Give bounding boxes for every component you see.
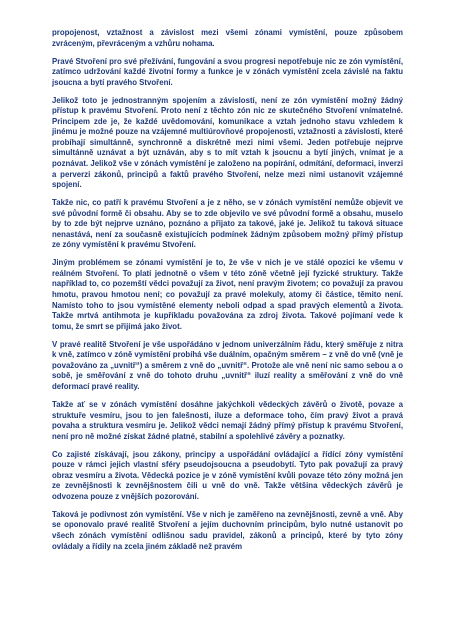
paragraph: Jiným problémem se zónami vymístění je to, že vše v nich je ve stálé opozici ke všemu v reálném Stvoření. To platí jednotně o všem v této zóně včetně její fyzické struktury. Takže například to, co pozemští vědci považují za život, není pravým životem; co považují za pravou hmotu, pravou hmotou není; co považují za pravé molekuly, atomy či částice, těmito není. Namísto toho to jsou vymístěné elementy neboli odpad a spad pravých elementů a života. Takže mrtvá antihmota je kupříkladu považována za zdroj života. Takové pojímaní vede k tomu, že smrt se přijímá jako život. [52, 258, 403, 331]
paragraph: Pravé Stvoření pro své přežívání, fungování a svou progresi nepotřebuje nic ze zón vymístění, zatímco udržování každé životní formy a funkce je v zónách vymístění zcela závislé na faktu jsoucna a bytí pravého Stvoření. [52, 56, 403, 87]
paragraph: V pravé realitě Stvoření je vše uspořádáno v jednom univerzálním řádu, který směřuje z nitra k vně, zatímco v zóně vymístění probíhá vše duálním, opačným směrem – z vně do vně (vně je považováno za „uvnitř“) a směrem z vně do „uvnitř“. Protože ale vně není nic samo sebou a o sobě, je směřování z vně do tohoto druhu „uvnitř“ iluzí reality a směřování z vně do vně deformací pravé reality. [52, 339, 403, 391]
paragraph: Co zajisté získávají, jsou zákony, principy a uspořádání ovládající a řídící zóny vymístění pouze v rámci jejich vlastní sféry pseudojsoucna a pseudobytí. Tyto pak považují za pravý obraz vesmíru a života. Vědecká pozice je v zóně vymístění kvůli povaze této zóny možná jen ze zevnějšnosti k zevnějšnostem čili u vně do vně. Takže většina vědeckých závěrů je odvozena pouze z vnějších pozorování. [52, 449, 403, 501]
paragraph: Jelikož toto je jednostranným spojením a závislostí, není ze zón vymístění možný žádný přístup k pravému Stvoření. Proto není z těchto zón nic ze skutečného Stvoření vnímatelné. Principem zde je, že každé uvědomování, komunikace a vztah jednoho stavu vzhledem k jinému je možné pouze na vzájemné multiúrovňové propojenosti, vztažnosti a závislosti, které probíhají simultánně, synchronně a diskrétně mezi nimi všemi. Jeden potřebuje nejprve simultánně uznávat a být uznáván, aby s to mít vztah k jsoucnu a bytí jiných, vnímat je a poznávat. Jelikož vše v zónách vymístění je založeno na popírání, odmítání, deformaci, inverzi a perverzi zákonů, principů a faktů pravého Stvoření, nelze mezi nimi ustanovit vzájemné spojení. [52, 95, 403, 190]
paragraph: Takže nic, co patří k pravému Stvoření a je z něho, se v zónách vymístění nemůže objevit ve své původní formě či obsahu. Aby se to zde objevilo ve své původní formě a obsahu, muselo by to zde být nejprve uznáno, poznáno a přijato za takové, jaké je. Jelikož tu taková situace nenastává, není za současně existujících podmínek žádným způsobem možný přímý přístup ze zóny vymístění k pravému Stvoření. [52, 198, 403, 250]
paragraph: Takže ať se v zónách vymístění dosáhne jakýchkoli vědeckých závěrů o životě, povaze a struktuře vesmíru, jsou to jen falešnosti, iluze a deformace toho, čím pravý život a pravá povaha a struktura vesmíru je. Jelikož vědci nemají žádný přímý přístup k pravému Stvoření, není pro ně možné získat žádné platné, stabilní a spolehlivé závěry a poznatky. [52, 399, 403, 441]
paragraph: propojenost, vztažnost a závislost mezi všemi zónami vymístění, pouze způsobem zvráceným, převráceným a vzhůru nohama. [52, 28, 403, 48]
paragraph: Taková je podivnost zón vymístění. Vše v nich je zaměřeno na zevnějšnosti, zevně a vně. Aby se oponovalo pravé realitě Stvoření a jejím duchovním principům, bylo nutné ustanovit po všech zónách vymístění odlišnou sadu pravidel, zákonů a principů, které by tyto zóny ovládaly a řídily na zcela jiném základě než pravém [52, 509, 403, 551]
